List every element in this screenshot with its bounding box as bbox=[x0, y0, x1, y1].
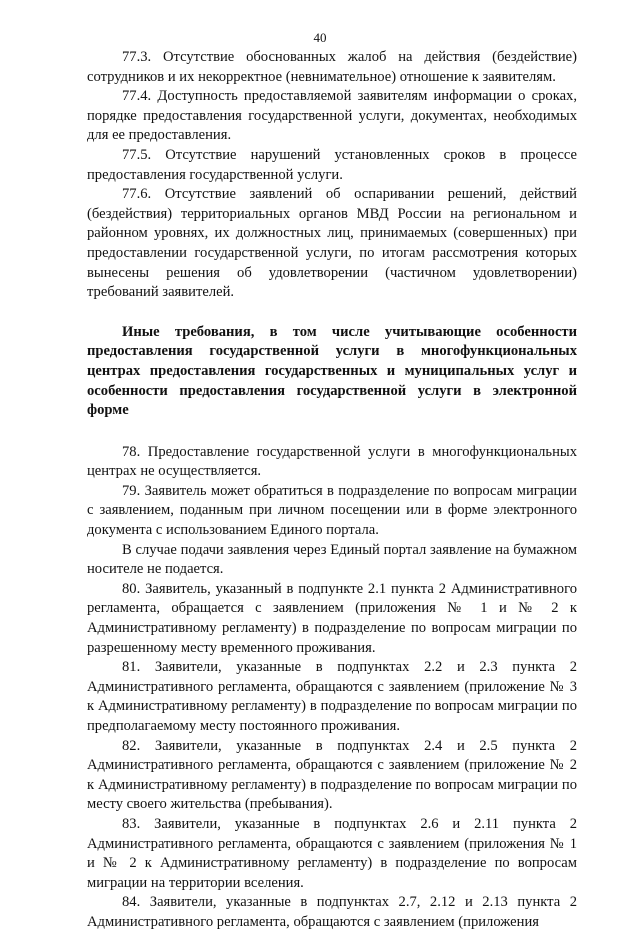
paragraph-82: 82. Заявители, указанные в подпунктах 2.4 и 2.5 пункта 2 Административного регламента, обращаются с заявлением (приложение № 2 к Административному регламенту) в подразделение по вопросам миграции по месту своего жительства (пребывания). bbox=[87, 737, 577, 813]
paragraph-81: 81. Заявители, указанные в подпунктах 2.2 и 2.3 пункта 2 Административного регламента, обращаются с заявлением (приложение № 3 к Административному регламенту) в подразделение по вопросам миграции по предполагаемому месту постоянного проживания. bbox=[87, 659, 577, 734]
paragraph-77-4: 77.4. Доступность предоставляемой заявителям информации о сроках, порядке предоставления государственной услуги, документах, необходимых для ее предоставления. bbox=[87, 88, 577, 144]
paragraph-84: 84. Заявители, указанные в подпунктах 2.7, 2.12 и 2.13 пункта 2 Административного регламента, обращаются с заявлением (приложения bbox=[87, 894, 577, 930]
paragraph-83: 83. Заявители, указанные в подпунктах 2.6 и 2.11 пункта 2 Административного регламента, обращаются с заявлением (приложения № 1 и № 2 к Административному регламенту) в подразделение по вопросам миграции на территории вселения. bbox=[87, 815, 577, 891]
paragraph-79-note: В случае подачи заявления через Единый портал заявление на бумажном носителе не подается. bbox=[87, 541, 577, 578]
paragraph-78: 78. Предоставление государственной услуги в многофункциональных центрах не осуществляется. bbox=[87, 443, 577, 480]
section-heading: Иные требования, в том числе учитывающие особенности предоставления государственной услуги в многофункциональных центрах предоставления государственных и муниципальных услуг и особенности предоставления государственной услуги в электронной форме bbox=[87, 323, 577, 419]
paragraph-77-6: 77.6. Отсутствие заявлений об оспаривании решений, действий (бездействия) территориальных органов МВД России на региональном и районном уровнях, их должностных лиц, принимаемых (совершенных) при предоставлении государственной услуги, по итогам рассмотрения которых вынесены решения об удовлетворении (частичном удовлетворении) требований заявителей. bbox=[87, 186, 577, 301]
paragraph-77-5: 77.5. Отсутствие нарушений установленных сроков в процессе предоставления государственной услуги. bbox=[87, 146, 577, 183]
document-body bbox=[87, 48, 577, 933]
paragraph-80: 80. Заявитель, указанный в подпункте 2.1 пункта 2 Административного регламента, обращается с заявлением (приложения № 1 и № 2 к Административному регламенту) в подразделение по вопросам миграции по разрешенному месту временного проживания. bbox=[87, 580, 577, 656]
paragraph-79: 79. Заявитель может обратиться в подразделение по вопросам миграции с заявлением, поданным при личном посещении или в форме электронного документа с использованием Единого портала. bbox=[87, 482, 577, 539]
paragraph-77-3: 77.3. Отсутствие обоснованных жалоб на действия (бездействие) сотрудников и их некорректное (невнимательное) отношение к заявителям. bbox=[87, 49, 577, 85]
page-number: 40 bbox=[313, 30, 327, 45]
